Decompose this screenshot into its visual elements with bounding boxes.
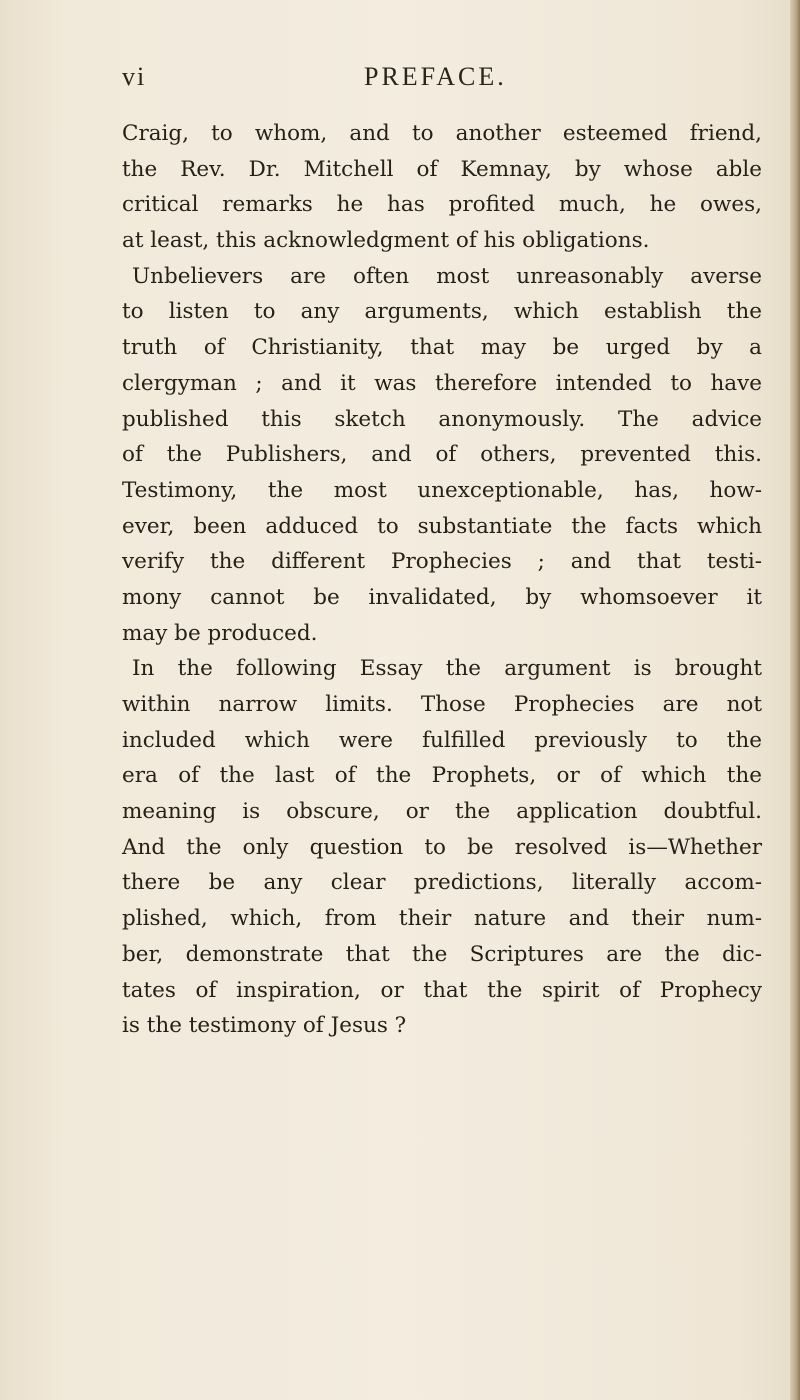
text-line: tates of inspiration, or that the spirit of Prophecy (122, 977, 762, 1003)
text-line: Craig, to whom, and to another esteemed friend, (122, 121, 762, 146)
text-line: Testimony, the most unexceptionable, has, how- (122, 477, 762, 503)
text-line: to listen to any arguments, which establish the (122, 299, 762, 325)
text-line: mony cannot be invalidated, by whomsoever it (122, 584, 762, 610)
text-line: ber, demonstrate that the Scriptures are the dic- (122, 941, 762, 967)
text-line: era of the last of the Prophets, or of which the (122, 763, 762, 789)
text-line: Unbelievers are often most unreasonably averse (132, 263, 762, 289)
text-line: verify the different Prophecies ; and that testi- (122, 549, 762, 575)
text-line: In the following Essay the argument is brought (132, 656, 762, 682)
text-line: may be produced. (122, 620, 318, 646)
text-line: And the only question to be resolved is—Whether (122, 834, 762, 860)
text-line: the Rev. Dr. Mitchell of Kemnay, by whose able (122, 156, 762, 182)
text-line: meaning is obscure, or the application doubtful. (122, 799, 762, 825)
text-line: included which were fulfilled previously to the (122, 727, 762, 753)
page-edge-shadow (790, 0, 800, 1400)
running-head-title: PREFACE. (364, 62, 507, 91)
page-header (122, 62, 762, 98)
text-line: within narrow limits. Those Prophecies are not (122, 692, 762, 717)
text-line: of the Publishers, and of others, prevented this. (122, 442, 762, 468)
text-line: at least, this acknowledgment of his obligations. (122, 228, 650, 254)
text-line: clergyman ; and it was therefore intended to have (122, 370, 762, 396)
body-text (122, 116, 762, 1044)
text-line: is the testimony of Jesus ? (122, 1013, 407, 1039)
text-line: critical remarks he has profited much, he owes, (122, 192, 762, 218)
page-number: vi (122, 62, 147, 91)
text-line: ever, been adduced to substantiate the facts which (122, 513, 762, 539)
text-line: plished, which, from their nature and their num- (122, 906, 762, 932)
text-line: there be any clear predictions, literally accom- (122, 870, 762, 896)
text-line: truth of Christianity, that may be urged by a (122, 335, 762, 361)
text-line: published this sketch anonymously. The advice (122, 406, 762, 432)
